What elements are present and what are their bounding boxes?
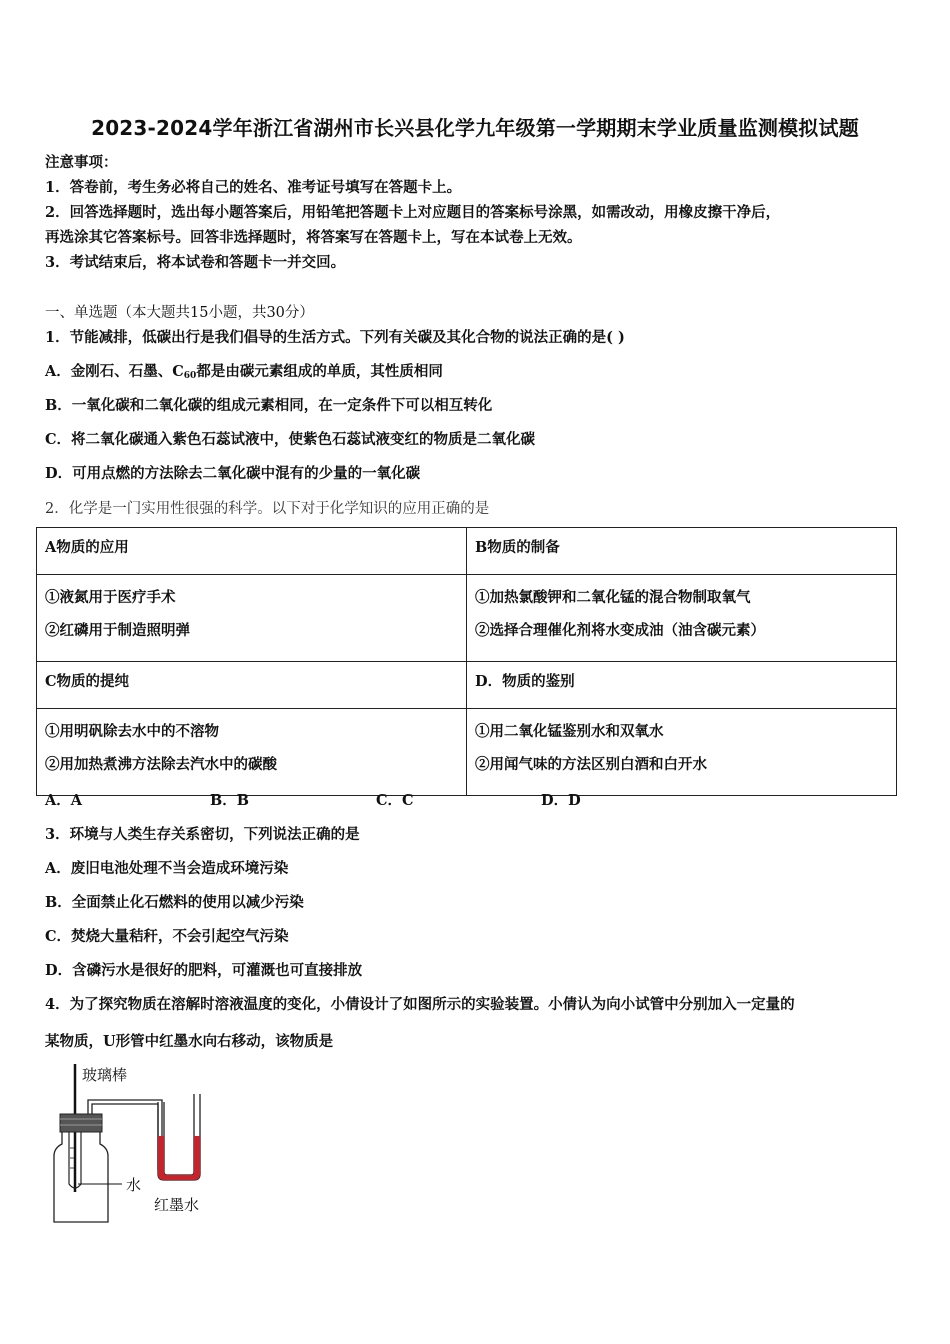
notice-item: 2．回答选择题时，选出每小题答案后，用铅笔把答题卡上对应题目的答案标号涂黑，如需改动，用橡皮擦干净后， [45,204,781,221]
notice-item: 再选涂其它答案标号。回答非选择题时，将答案写在答题卡上，写在本试卷上无效。 [45,229,582,246]
table-cell-line: ②用闻气味的方法区别白酒和白开水 [475,756,707,773]
table-cell-line: ①加热氯酸钾和二氧化锰的混合物制取氧气 [475,589,751,606]
table-cell [37,709,467,796]
table-cell-line: ②红磷用于制造照明弹 [45,622,190,639]
q4-stem-line2: 某物质，U形管中红墨水向右移动，该物质是 [45,1033,334,1050]
section-heading: 一、单选题（本大题共15小题，共30分） [45,305,314,321]
notice-item: 1．答卷前，考生务必将自己的姓名、准考证号填写在答题卡上。 [45,179,462,196]
table-cell: B物质的制备 [467,528,897,575]
table-cell: D．物质的鉴别 [467,662,897,709]
table-cell-line: ②选择合理催化剂将水变成油（油含碳元素） [475,622,765,639]
q2-stem: 2．化学是一门实用性很强的科学。以下对于化学知识的应用正确的是 [45,501,490,517]
connecting-tube-icon [88,1100,162,1170]
table-cell: A物质的应用 [37,528,467,575]
q2-option-a: A．A [45,792,83,809]
page-title: 2023-2024学年浙江省湖州市长兴县化学九年级第一学期期末学业质量监测模拟试题 [91,116,859,140]
apparatus-figure [40,1062,230,1232]
table-cell-line: ①用明矾除去水中的不溶物 [45,723,219,740]
notice-item: 3．考试结束后，将本试卷和答题卡一并交回。 [45,254,346,271]
table-cell [37,575,467,662]
q3-option-c: C．焚烧大量秸秆，不会引起空气污染 [45,928,289,945]
table-cell-line: ①液氮用于医疗手术 [45,589,176,606]
q4-stem-line1: 4．为了探究物质在溶解时溶液温度的变化，小倩设计了如图所示的实验装置。小倩认为向小试管中分别加入一定量的 [45,996,795,1013]
q3-option-b: B．全面禁止化石燃料的使用以减少污染 [45,894,304,911]
q3-option-d: D．含磷污水是很好的肥料，可灌溉也可直接排放 [45,962,363,979]
q1-option-a: A．金刚石、石墨、$C_{60}$都是由碳元素组成的单质，其性质相同 [45,363,443,381]
stopper-icon [60,1114,102,1132]
label-water: 水 [126,1176,142,1194]
table-cell-line: ①用二氧化锰鉴别水和双氧水 [475,723,664,740]
q2-option-b: B．B [210,792,250,809]
q3-stem: 3．环境与人类生存关系密切，下列说法正确的是 [45,826,360,843]
label-glass-rod: 玻璃棒 [82,1066,128,1084]
q2-table [36,527,897,796]
q2-option-d: D．D [541,792,581,809]
table-cell [467,709,897,796]
q1-option-c: C．将二氧化碳通入紫色石蕊试液中，使紫色石蕊试液变红的物质是二氧化碳 [45,431,536,448]
table-cell-line: ②用加热煮沸方法除去汽水中的碳酸 [45,756,277,773]
table-cell [467,575,897,662]
label-red-ink: 红墨水 [154,1196,200,1214]
q1-option-d: D．可用点燃的方法除去二氧化碳中混有的少量的一氧化碳 [45,465,421,482]
q1-option-b: B．一氧化碳和二氧化碳的组成元素相同，在一定条件下可以相互转化 [45,397,493,414]
table-cell: C物质的提纯 [37,662,467,709]
q1-stem: 1．节能减排，低碳出行是我们倡导的生活方式。下列有关碳及其化合物的说法正确的是( ) [45,329,625,346]
q2-option-c: C．C [376,792,414,809]
notice-heading: 注意事项： [45,154,118,171]
q3-option-a: A．废旧电池处理不当会造成环境污染 [45,860,289,877]
